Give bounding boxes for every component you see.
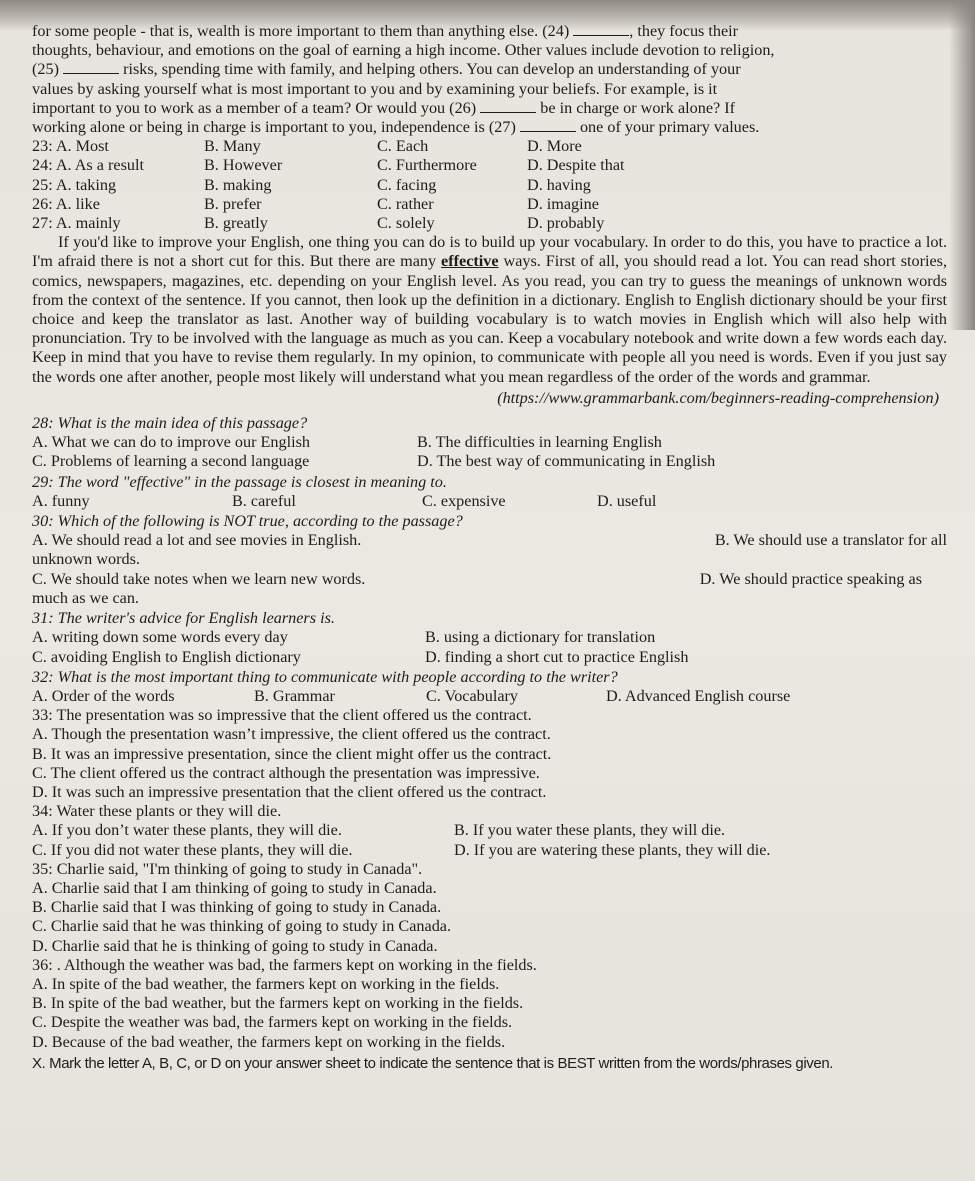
answer-row-27: 27: A. mainly B. greatly C. solely D. probably bbox=[32, 214, 947, 233]
option-c[interactable]: C. expensive bbox=[422, 491, 506, 510]
cloze-passage bbox=[32, 22, 947, 137]
option-a[interactable]: A. taking bbox=[55, 175, 117, 194]
option-c[interactable]: C. rather bbox=[377, 194, 434, 213]
option-b[interactable]: B. In spite of the bad weather, but the farmers kept on working in the fields. bbox=[32, 994, 524, 1013]
question-28: 28: What is the main idea of this passage? bbox=[32, 414, 308, 433]
blank-27[interactable] bbox=[520, 119, 576, 132]
option-b-continued: unknown words. bbox=[32, 550, 140, 569]
answer-row-26: 26: A. like B. prefer C. rather D. imagine bbox=[32, 195, 947, 214]
passage-line: important to you to work as a member of a team? Or would you (26) be in charge or work alone? If bbox=[32, 98, 736, 117]
option-d[interactable]: D. useful bbox=[597, 491, 657, 510]
question-30: 30: Which of the following is NOT true, according to the passage? bbox=[32, 512, 463, 531]
option-a[interactable]: A. Though the presentation wasn’t impressive, the client offered us the contract. bbox=[32, 725, 551, 744]
option-d[interactable]: D. Because of the bad weather, the farmers kept on working in the fields. bbox=[32, 1032, 506, 1051]
passage-line: working alone or being in charge is important to you, independence is (27) one of your primary values. bbox=[32, 118, 760, 137]
passage-line: thoughts, behaviour, and emotions on the goal of earning a high income. Other values include devotion to religion, bbox=[32, 41, 775, 60]
question-36: 36: . Although the weather was bad, the farmers kept on working in the fields. bbox=[32, 955, 537, 974]
option-d[interactable]: D. Charlie said that he is thinking of going to study in Canada. bbox=[32, 936, 438, 955]
passage-line: for some people - that is, wealth is more important to them than anything else. (24) , they focus their bbox=[32, 22, 739, 40]
option-d[interactable]: D. It was such an impressive presentation that the client offered us the contract. bbox=[32, 782, 547, 801]
option-d[interactable]: D. We should practice speaking as bbox=[699, 569, 922, 588]
blank-26[interactable] bbox=[480, 100, 536, 113]
question-29: 29: The word "effective" in the passage is closest in meaning to. bbox=[32, 472, 447, 491]
keyword-effective: effective bbox=[441, 252, 499, 271]
question-33: 33: The presentation was so impressive that the client offered us the contract. bbox=[32, 706, 532, 725]
options-28 bbox=[32, 433, 947, 471]
option-d-continued: much as we can. bbox=[32, 588, 139, 607]
option-a[interactable]: A. In spite of the bad weather, the farmers kept on working in the fields. bbox=[32, 974, 500, 993]
option-b[interactable]: B. The difficulties in learning English bbox=[417, 433, 662, 452]
option-a[interactable]: A. funny bbox=[32, 491, 90, 510]
passage-line: (25) risks, spending time with family, and helping others. You can develop an understanding of your bbox=[32, 60, 741, 79]
option-b[interactable]: B. making bbox=[204, 175, 272, 194]
option-d[interactable]: D. If you are watering these plants, they will die. bbox=[454, 840, 771, 859]
answer-row-24: 24: A. As a result B. However C. Furthermore D. Despite that bbox=[32, 156, 947, 175]
option-c[interactable]: C. Despite the weather was bad, the farmers kept on working in the fields. bbox=[32, 1013, 513, 1032]
option-a[interactable]: A. like bbox=[55, 194, 100, 213]
option-a[interactable]: A. Charlie said that I am thinking of going to study in Canada. bbox=[32, 878, 437, 897]
option-c[interactable]: C. facing bbox=[377, 175, 437, 194]
source-citation: (https://www.grammarbank.com/beginners-reading-comprehension) bbox=[497, 388, 939, 407]
option-c[interactable]: C. avoiding English to English dictionary bbox=[32, 647, 301, 666]
option-c[interactable]: C. We should take notes when we learn new words. bbox=[32, 569, 366, 588]
option-d[interactable]: D. Advanced English course bbox=[606, 686, 791, 705]
option-b[interactable]: B. using a dictionary for translation bbox=[425, 628, 656, 647]
photo-right-edge bbox=[949, 0, 975, 330]
section-instruction: X. Mark the letter A, B, C, or D on your answer sheet to indicate the sentence that is BEST written from the words/phrases given. bbox=[32, 1054, 834, 1072]
option-d[interactable]: D. The best way of communicating in English bbox=[417, 452, 716, 471]
option-b[interactable]: B. Charlie said that I was thinking of going to study in Canada. bbox=[32, 898, 442, 917]
option-b[interactable]: B. careful bbox=[232, 491, 296, 510]
option-d[interactable]: D. Despite that bbox=[527, 156, 625, 175]
blank-24[interactable] bbox=[573, 23, 629, 36]
option-d[interactable]: D. finding a short cut to practice English bbox=[425, 647, 689, 666]
option-c[interactable]: C. Furthermore bbox=[377, 156, 477, 175]
question-32: 32: What is the most important thing to communicate with people according to the writer? bbox=[32, 667, 618, 686]
options-30-row1 bbox=[32, 531, 947, 550]
option-c[interactable]: C. The client offered us the contract although the presentation was impressive. bbox=[32, 763, 540, 782]
option-d[interactable]: D. imagine bbox=[527, 194, 599, 213]
options-34 bbox=[32, 821, 947, 859]
option-c[interactable]: C. Each bbox=[377, 137, 429, 156]
option-a[interactable]: A. Order of the words bbox=[32, 686, 175, 705]
options-30-row2 bbox=[32, 570, 947, 589]
option-a[interactable]: A. writing down some words every day bbox=[32, 628, 288, 647]
option-c[interactable]: C. If you did not water these plants, they will die. bbox=[32, 840, 353, 859]
option-d[interactable]: D. having bbox=[527, 175, 591, 194]
option-c[interactable]: C. Vocabulary bbox=[426, 686, 519, 705]
question-31: 31: The writer's advice for English learners is. bbox=[32, 609, 335, 628]
options-29 bbox=[32, 492, 947, 511]
option-b[interactable]: B. prefer bbox=[204, 194, 262, 213]
cloze-answer-options bbox=[32, 137, 947, 233]
reading-passage: If you'd like to improve your English, one thing you can do is to build up your vocabulary. In order to do this, you have to practice a lot. I'm afraid there is not a short cut for this. But there are many effective ways. First of all, you should read a lot. You can read short stories, comics, newspapers, magazines, etc. depending on your English level. As you read, you can try to guess the meanings of unknown words from the context of the sentence. If you cannot, then look up the definition in a dictionary. English to English dictionary should be your first choice and keep the translator as last. Another way of building vocabulary is to watch movies in English which will also help with pronunciation. Try to be involved with the language as much as you can. Keep a vocabulary notebook and write down a few words each day. Keep in mind that you have to revise them regularly. In my opinion, to communicate with people all you need is words. Even if you just say the words one after another, people most likely will understand what you mean regardless of the order of the words and grammar. bbox=[32, 233, 948, 386]
question-34: 34: Water these plants or they will die. bbox=[32, 802, 282, 821]
options-32 bbox=[32, 687, 947, 706]
option-b[interactable]: B. We should use a translator for all bbox=[714, 531, 947, 550]
option-b[interactable]: B. It was an impressive presentation, since the client might offer us the contract. bbox=[32, 744, 552, 763]
option-b[interactable]: B. Many bbox=[204, 137, 261, 156]
option-b[interactable]: B. However bbox=[204, 156, 283, 175]
option-d[interactable]: D. probably bbox=[527, 214, 605, 233]
option-a[interactable]: A. As a result bbox=[55, 156, 144, 175]
option-a[interactable]: A. What we can do to improve our English bbox=[32, 433, 310, 452]
answer-row-25: 25: A. taking B. making C. facing D. having bbox=[32, 176, 947, 195]
option-d[interactable]: D. More bbox=[527, 137, 582, 156]
question-35: 35: Charlie said, "I'm thinking of going to study in Canada". bbox=[32, 859, 423, 878]
option-a[interactable]: A. If you don’t water these plants, they will die. bbox=[32, 821, 342, 840]
option-a[interactable]: A. Most bbox=[55, 137, 109, 156]
options-31 bbox=[32, 628, 947, 666]
option-a[interactable]: A. We should read a lot and see movies in English. bbox=[32, 531, 362, 550]
option-c[interactable]: C. solely bbox=[377, 214, 435, 233]
option-c[interactable]: C. Charlie said that he was thinking of going to study in Canada. bbox=[32, 917, 452, 936]
passage-line: values by asking yourself what is most important to you and by examining your beliefs. For example, is it bbox=[32, 79, 718, 98]
answer-row-23: 23: A. Most B. Many C. Each D. More bbox=[32, 137, 947, 156]
option-b[interactable]: B. If you water these plants, they will die. bbox=[454, 821, 726, 840]
option-b[interactable]: B. Grammar bbox=[254, 686, 335, 705]
option-b[interactable]: B. greatly bbox=[204, 214, 268, 233]
worksheet-content bbox=[32, 22, 947, 1073]
blank-25[interactable] bbox=[63, 61, 119, 74]
option-c[interactable]: C. Problems of learning a second language bbox=[32, 452, 310, 471]
option-a[interactable]: A. mainly bbox=[55, 214, 121, 233]
